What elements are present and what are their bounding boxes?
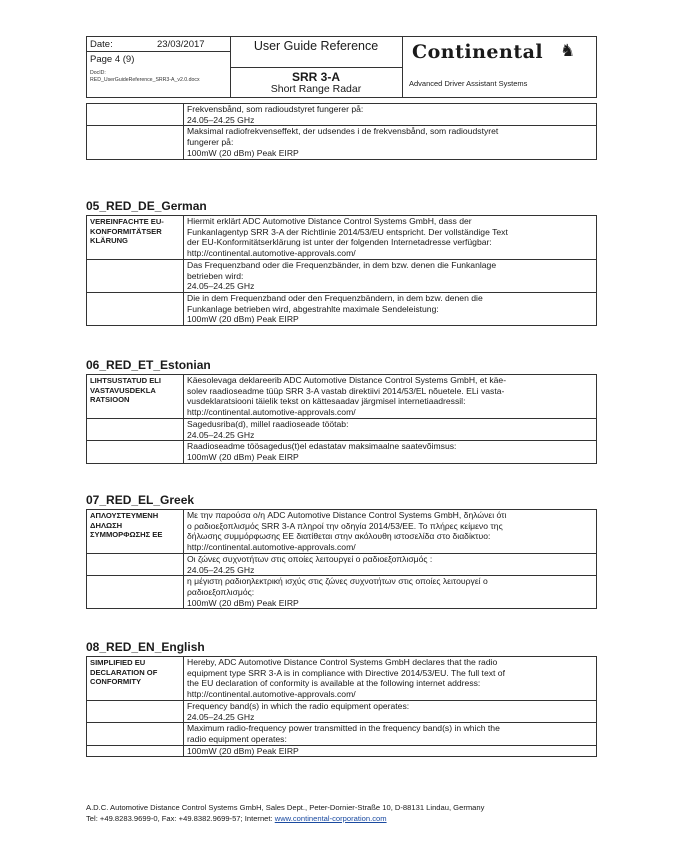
- text-line: Maximum radio-frequency power transmitted in the frequency band(s) in which the: [187, 723, 500, 734]
- text-line: ραδιοεξοπλισμός:: [187, 586, 255, 597]
- header-meta-cell: [87, 37, 231, 97]
- table-row: [87, 576, 597, 609]
- table-row: [87, 510, 597, 554]
- row-label: [87, 745, 184, 757]
- table-row: [87, 216, 597, 260]
- table-row: [87, 375, 597, 419]
- row-label: [87, 553, 184, 575]
- text-line: http://continental.automotive-approvals.com/: [187, 248, 356, 259]
- text-line: http://continental.automotive-approvals.com/: [187, 407, 356, 418]
- text-line: Das Frequenzband oder die Frequenzbänder, in dem bzw. denen die Funkanlage: [187, 259, 497, 270]
- row-text: [184, 723, 597, 745]
- text-line: the EU declaration of conformity is available at the following internet address:: [187, 678, 481, 689]
- table-row: [87, 126, 597, 159]
- text-line: Sagedusriba(d), millel raadioseade töötab:: [187, 418, 349, 429]
- text-line: 100mW (20 dBm) Peak EIRP: [187, 147, 299, 158]
- header-logo-cell: [402, 37, 596, 97]
- horse-logo-icon: ♞: [560, 41, 576, 60]
- footer-contact: [86, 814, 484, 825]
- row-label: [87, 126, 184, 159]
- row-text: [184, 576, 597, 609]
- table-row: [87, 259, 597, 292]
- section-table-en: [86, 656, 597, 757]
- row-text: [184, 553, 597, 575]
- row-text: [184, 375, 597, 419]
- text-line: Με την παρούσα ο/η ADC Automotive Distance Control Systems GmbH, δηλώνει ότι: [187, 510, 507, 520]
- text-line: 24.05–24.25 GHz: [187, 281, 255, 292]
- table-row: [87, 700, 597, 722]
- row-label: [87, 292, 184, 325]
- text-line: Frekvensbånd, som radioudstyret fungerer på:: [187, 104, 364, 114]
- row-text: [184, 657, 597, 701]
- doc-id-value: RED_UserGuideReference_SRR3-A_v2.0.docx: [90, 77, 200, 83]
- footer-website-link[interactable]: www.continental-corporation.com: [274, 813, 387, 823]
- text-line: Hereby, ADC Automotive Distance Control Systems GmbH declares that the radio: [187, 657, 498, 667]
- product-name: SRR 3-A: [291, 70, 340, 84]
- row-text: [184, 292, 597, 325]
- row-label: [87, 441, 184, 463]
- footer-address: A.D.C. Automotive Distance Control Systems GmbH, Sales Dept., Peter-Dornier-Straße 10, D-88131 Lindau, Germany: [86, 803, 485, 812]
- section-heading-el: 07_RED_EL_Greek: [86, 493, 195, 507]
- text-line: equipment type SRR 3-A is in compliance with Directive 2014/53/EU. The full text of: [187, 667, 505, 678]
- row-text: [184, 126, 597, 159]
- row-label: [87, 259, 184, 292]
- row-label: [87, 700, 184, 722]
- table-row: [87, 104, 597, 126]
- row-text: [184, 259, 597, 292]
- header-date-row: [87, 37, 230, 52]
- page-number: Page 4 (9): [90, 54, 135, 65]
- row-label: ΑΠΛΟΥΣΤΕΥΜΕΝΗ ΔΗΛΩΣΗ ΣΥΜΜΟΡΦΩΣΗΣ ΕΕ: [87, 510, 184, 554]
- text-line: der EU-Konformitätserklärung ist unter der folgenden Internetadresse verfügbar:: [187, 237, 492, 248]
- division-name: Advanced Driver Assistant Systems: [409, 79, 528, 88]
- row-text: [184, 745, 597, 757]
- row-label: [87, 576, 184, 609]
- page-header: [86, 36, 597, 98]
- text-line: Οι ζώνες συχνοτήτων στις οποίες λειτουργεί ο ραδιοεξοπλισμός :: [187, 553, 433, 564]
- table-row: [87, 418, 597, 440]
- text-line: η μέγιστη ραδιοηλεκτρική ισχύς στις ζώνες συχνοτήτων στις οποίες λειτουργεί ο: [187, 576, 488, 587]
- text-line: http://continental.automotive-approvals.com/: [187, 542, 356, 553]
- section-heading-de: 05_RED_DE_German: [86, 199, 207, 213]
- row-label: [87, 418, 184, 440]
- top-continuation-table: [86, 103, 597, 160]
- table-row: [87, 745, 597, 757]
- row-label: SIMPLIFIED EU DECLARATION OF CONFORMITY: [87, 657, 184, 701]
- page-footer: [86, 803, 484, 824]
- text-line: 100mW (20 dBm) Peak EIRP: [187, 597, 299, 608]
- text-line: 100mW (20 dBm) Peak EIRP: [187, 745, 299, 756]
- text-line: Frequency band(s) in which the radio equipment operates:: [187, 700, 410, 711]
- row-text: [184, 418, 597, 440]
- date-label: Date:: [90, 39, 113, 50]
- text-line: δήλωσης συμμόρφωσης ΕΕ διατίθεται στην ακόλουθη ιστοσελίδα στο διαδίκτυο:: [187, 531, 491, 542]
- document-title: User Guide Reference: [253, 39, 379, 53]
- doc-id-label: DocID:: [90, 70, 106, 76]
- row-label: VEREINFACHTE EU-KONFORMITÄTSER KLÄRUNG: [87, 216, 184, 260]
- row-text: [184, 700, 597, 722]
- text-line: 24.05–24.25 GHz: [187, 114, 255, 125]
- text-line: solev raadioseadme tüüp SRR 3-A vastab direktiivi 2014/53/EL nõuetele. ELi vasta-: [187, 385, 505, 396]
- continental-logo: Continental: [412, 41, 544, 63]
- section-heading-en: 08_RED_EN_English: [86, 640, 205, 654]
- row-text: [184, 216, 597, 260]
- row-text: [184, 441, 597, 463]
- row-label: LIHTSUSTATUD ELI VASTAVUSDEKLA RATSIOON: [87, 375, 184, 419]
- text-line: ο ραδιοεξοπλισμός SRR 3-A πληροί την οδηγία 2014/53/ΕΕ. Το πλήρες κείμενο της: [187, 520, 503, 531]
- section-heading-et: 06_RED_ET_Estonian: [86, 358, 211, 372]
- table-row: [87, 292, 597, 325]
- table-row: [87, 723, 597, 745]
- text-line: 24.05–24.25 GHz: [187, 564, 255, 575]
- doc-id: [90, 70, 200, 84]
- header-logo-row: [402, 37, 596, 75]
- header-title-row: [230, 37, 402, 68]
- text-line: Käesolevaga deklareerib ADC Automotive Distance Control Systems GmbH, et käe-: [187, 375, 507, 385]
- text-line: 24.05–24.25 GHz: [187, 429, 255, 440]
- footer-phone: Tel: +49.8283.9699-0, Fax: +49.8382.9699-57; Internet:: [86, 813, 275, 823]
- section-table-el: [86, 509, 597, 609]
- section-table-et: [86, 374, 597, 464]
- text-line: 100mW (20 dBm) Peak EIRP: [187, 314, 299, 325]
- date-value: 23/03/2017: [157, 39, 205, 50]
- header-title-cell: [230, 37, 403, 97]
- text-line: vusdeklaratsiooni täielik tekst on kättesaadav järgmisel internetiaadressil:: [187, 396, 466, 407]
- text-line: 24.05–24.25 GHz: [187, 711, 255, 722]
- text-line: Maksimal radiofrekvenseffekt, der udsendes i de frekvensbånd, som radioudstyret: [187, 126, 499, 137]
- row-text: [184, 104, 597, 126]
- row-label: [87, 723, 184, 745]
- text-line: Funkanlage betrieben wird, abgestrahlte maximale Sendeleistung:: [187, 303, 439, 314]
- table-row: [87, 657, 597, 701]
- text-line: http://continental.automotive-approvals.com/: [187, 689, 356, 700]
- table-row: [87, 441, 597, 463]
- row-label: [87, 104, 184, 126]
- text-line: radio equipment operates:: [187, 733, 287, 744]
- text-line: Raadioseadme töösagedus(t)el edastatav maksimaalne saatevõimsus:: [187, 441, 457, 452]
- section-table-de: [86, 215, 597, 326]
- text-line: Funkanlagentyp SRR 3-A der Richtlinie 2014/53/EU entspricht. Der vollständige Text: [187, 226, 508, 237]
- text-line: fungerer på:: [187, 137, 234, 148]
- row-text: [184, 510, 597, 554]
- table-row: [87, 553, 597, 575]
- text-line: 100mW (20 dBm) Peak EIRP: [187, 451, 299, 462]
- text-line: betrieben wird:: [187, 270, 244, 281]
- text-line: Hiermit erklärt ADC Automotive Distance Control Systems GmbH, dass der: [187, 216, 472, 226]
- text-line: Die in dem Frequenzband oder den Frequenzbändern, in dem bzw. denen die: [187, 292, 483, 303]
- product-subtitle: Short Range Radar: [270, 83, 362, 95]
